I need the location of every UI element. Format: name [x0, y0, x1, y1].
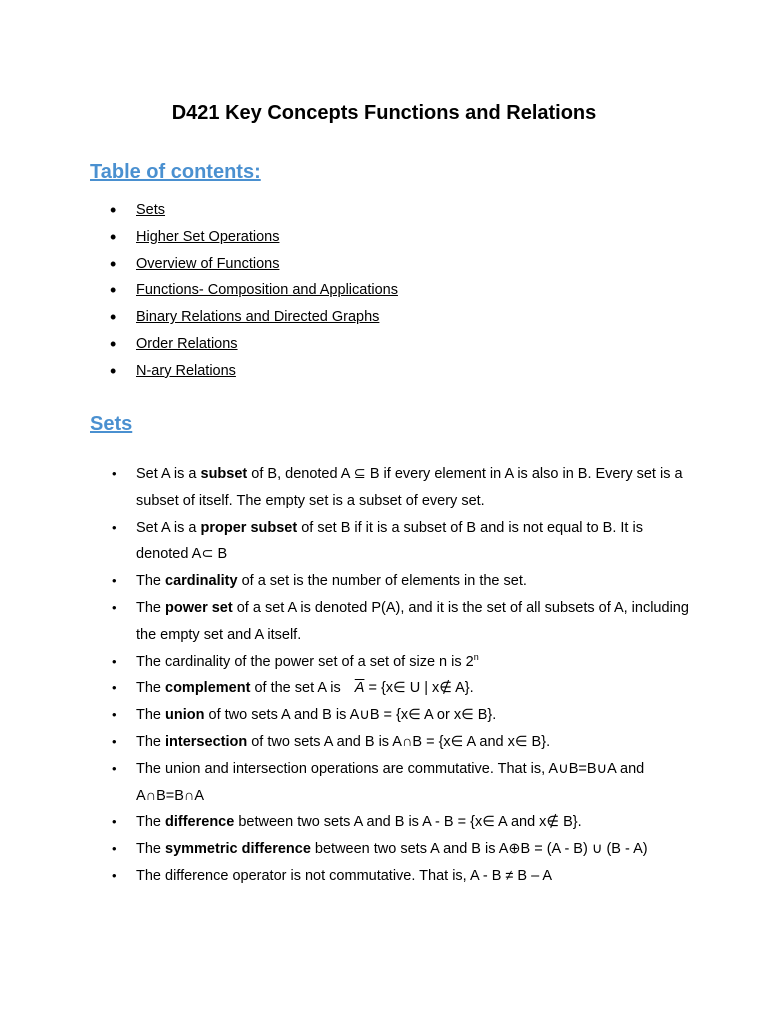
list-item: • The cardinality of a set is the number of elements in the set. [110, 568, 690, 595]
list-item: • Set A is a subset of B, denoted A ⊆ B if every element in A is also in B. Every set is a subset of itself. The empty set is a subset of every set. [110, 461, 690, 515]
bullet-icon: • [112, 707, 117, 723]
list-item: • The union of two sets A and B is A∪B = {x∈ A or x∈ B}. [110, 702, 690, 729]
bullet-icon: • [112, 680, 117, 696]
bullet-icon: • [112, 599, 117, 615]
toc-link-overview-of-functions[interactable]: Overview of Functions [136, 255, 280, 272]
toc-item [110, 197, 398, 224]
bullet-icon: • [110, 280, 117, 301]
bullet-icon: • [112, 841, 117, 857]
complement-symbol: $\overline{A}$ [354, 680, 365, 697]
bullet-icon: • [112, 733, 117, 749]
term: power set [165, 599, 233, 616]
term: symmetric difference [165, 841, 311, 858]
toc-item [110, 251, 398, 278]
toc-link-sets[interactable]: Sets [136, 202, 166, 218]
list-item: • The union and intersection operations are commutative. That is, A∪B=B∪A and A∩B=B∩A [110, 756, 690, 810]
list-item: • The intersection of two sets A and B is A∩B = {x∈ A and x∈ B}. [110, 729, 690, 756]
document-title: D421 Key Concepts Functions and Relations [171, 102, 597, 124]
bullet-icon: • [112, 760, 117, 776]
toc-list [110, 197, 398, 385]
superscript: n [473, 651, 479, 662]
toc-item [110, 224, 398, 251]
toc-link-higher-set-operations[interactable]: Higher Set Operations [136, 228, 280, 245]
bullet-icon: • [112, 653, 117, 669]
list-item: • The power set of a set A is denoted P(A), and it is the set of all subsets of A, including the empty set and A itself. [110, 595, 690, 649]
list-item: • The difference between two sets A and B is A - B = {x∈ A and x∉ B}. [110, 809, 690, 836]
term: difference [165, 814, 235, 831]
bullet-icon: • [110, 360, 117, 381]
toc-heading: Table of contents: [90, 161, 261, 183]
toc-item [110, 358, 398, 385]
term: cardinality [165, 573, 238, 590]
bullet-icon: • [110, 226, 117, 247]
toc-link-binary-relations[interactable]: Binary Relations and Directed Graphs [136, 309, 380, 326]
bullet-icon: • [110, 307, 117, 328]
term: complement [165, 680, 251, 697]
bullet-icon: • [112, 573, 117, 589]
term: union [165, 707, 205, 724]
toc-item [110, 277, 398, 304]
bullet-icon: • [110, 253, 117, 274]
toc-link-order-relations[interactable]: Order Relations [136, 335, 238, 352]
toc-link-nary-relations[interactable]: N-ary Relations [136, 362, 236, 379]
toc-link-functions-composition[interactable]: Functions- Composition and Applications [136, 282, 398, 299]
term: intersection [165, 733, 248, 750]
sets-heading: Sets [90, 413, 133, 435]
term: proper subset [200, 519, 298, 536]
list-item: • The complement of the set A is $\overline{A}$ = {x∈ U | x∉ A}. [110, 675, 690, 702]
list-item: • The cardinality of the power set of a set of size n is 2$^n$ [110, 649, 690, 676]
list-item: • The difference operator is not commutative. That is, A - B ≠ B – A [110, 863, 690, 890]
bullet-icon: • [112, 814, 117, 830]
sets-bullet-list [110, 461, 690, 890]
toc-item [110, 331, 398, 358]
bullet-icon: • [112, 466, 117, 481]
bullet-icon: • [110, 200, 117, 220]
list-item: • Set A is a proper subset of set B if it is a subset of B and is not equal to B. It is denoted A⊂ B [110, 515, 690, 569]
bullet-icon: • [110, 333, 117, 354]
term: subset [200, 466, 248, 482]
bullet-icon: • [112, 867, 117, 883]
toc-item [110, 304, 398, 331]
list-item: • The symmetric difference between two sets A and B is A⊕B = (A - B) ∪ (B - A) [110, 836, 690, 863]
bullet-icon: • [112, 519, 117, 535]
